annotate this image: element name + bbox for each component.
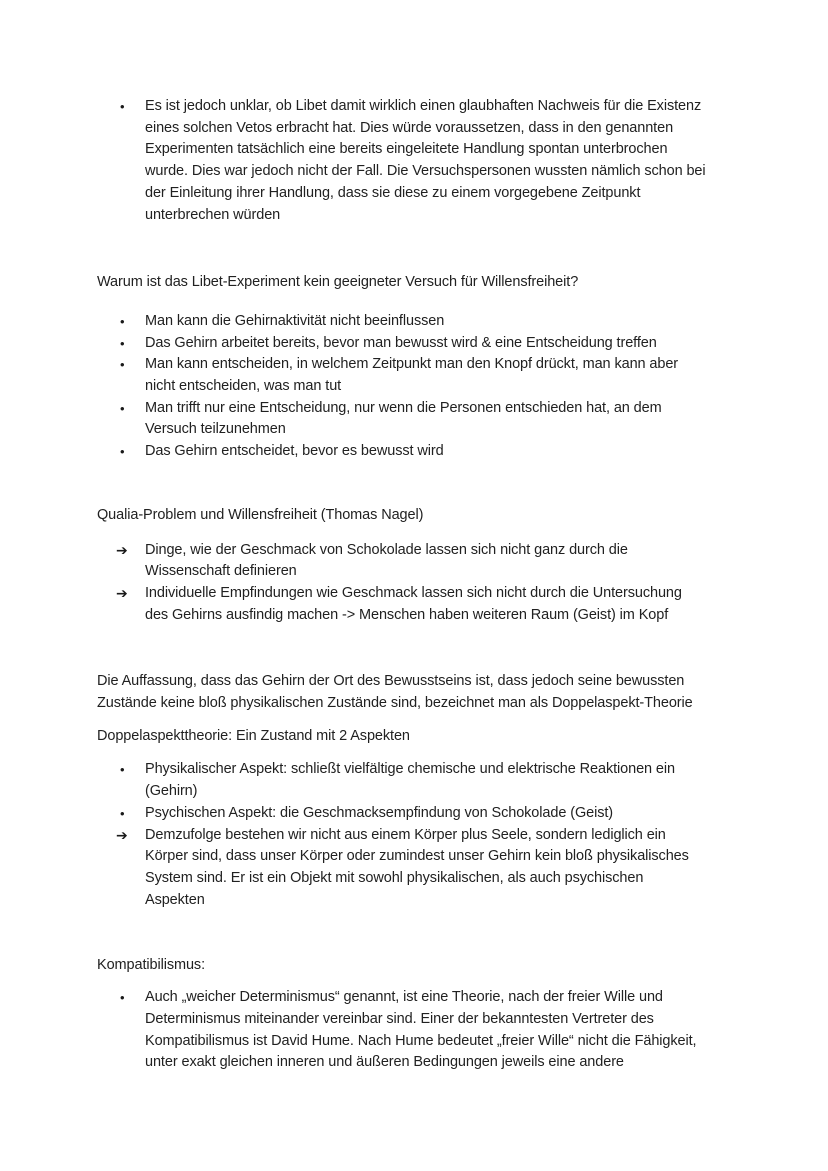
arrow-list-qualia	[97, 540, 736, 627]
bullet-list-libet-veto	[97, 96, 736, 226]
arrow-right-icon: ➔	[116, 541, 128, 558]
list-item	[97, 96, 736, 226]
list-item	[97, 583, 736, 626]
arrow-right-icon: ➔	[116, 584, 128, 601]
list-item-text: Man kann entscheiden, in welchem Zeitpunkt man den Knopf drückt, man kann aber nicht entscheiden, was man tut	[145, 356, 679, 395]
list-item-text: Auch „weicher Determinismus“ genannt, ist eine Theorie, nach der freier Wille und Determinismus miteinander vereinbar sind. Einer der bekanntesten Vertreter des Kompatibilismus ist David Hume. Nach Hume bedeutet „freier Wille“ nicht die Fähigkeit, unter exakt gleichen inneren und äußeren Bedingungen jeweils eine andere	[145, 989, 697, 1071]
list-item-text: Man trifft nur eine Entscheidung, nur wenn die Personen entschieden hat, an dem Versuch teilzunehmen	[145, 399, 662, 438]
list-item	[97, 441, 736, 463]
bullet-icon: •	[120, 313, 125, 329]
list-item-text: Individuelle Empfindungen wie Geschmack lassen sich nicht durch die Untersuchung des Gehirns ausfindig machen -> Menschen haben weiteren Raum (Geist) im Kopf	[145, 584, 682, 623]
bullet-icon: •	[120, 444, 125, 460]
list-item-text: Das Gehirn arbeitet bereits, bevor man bewusst wird & eine Entscheidung treffen	[145, 334, 657, 351]
bullet-icon: •	[120, 762, 125, 778]
list-item-text: Demzufolge bestehen wir nicht aus einem Körper plus Seele, sondern lediglich ein Körper sind, dass unser Körper oder zumindest unser Gehirn kein bloß physikalisches System sind. Er ist ein Objekt mit sowohl physikalischen, als auch psychischen Aspekten	[145, 826, 689, 908]
heading-kompatibilismus: Kompatibilismus:	[97, 957, 205, 974]
list-item-text: Physikalischer Aspekt: schließt vielfältige chemische und elektrische Reaktionen ein (Gehirn)	[145, 761, 675, 800]
list-item	[97, 311, 736, 333]
list-item	[97, 803, 736, 825]
bullet-icon: •	[120, 335, 125, 351]
bullet-icon: •	[120, 990, 125, 1006]
bullet-icon: •	[120, 357, 125, 373]
bullet-icon: •	[120, 805, 125, 821]
list-item-text: Psychischen Aspekt: die Geschmacksempfindung von Schokolade (Geist)	[145, 804, 614, 821]
bullet-list-kompatibilismus	[97, 987, 736, 1074]
list-item-text: Das Gehirn entscheidet, bevor es bewusst wird	[145, 443, 444, 460]
heading-libet-question: Warum ist das Libet-Experiment kein geeigneter Versuch für Willensfreiheit?	[97, 274, 579, 291]
bullet-icon: •	[120, 400, 125, 416]
arrow-right-icon: ➔	[116, 826, 128, 843]
list-item	[97, 354, 736, 397]
list-item	[97, 759, 736, 802]
list-item	[97, 987, 736, 1074]
list-item	[97, 540, 736, 583]
heading-qualia-problem: Qualia-Problem und Willensfreiheit (Thomas Nagel)	[97, 506, 424, 523]
list-item-text: Dinge, wie der Geschmack von Schokolade lassen sich nicht ganz durch die Wissenschaft definieren	[145, 541, 628, 580]
list-item	[97, 333, 736, 355]
list-item-text: Es ist jedoch unklar, ob Libet damit wirklich einen glaubhaften Nachweis für die Existenz eines solchen Vetos erbracht hat. Dies würde voraussetzen, dass in den genannten Experimenten tatsächlich eine bereits eingeleitete Handlung spontan unterbrochen wurde. Dies war jedoch nicht der Fall. Die Versuchspersonen wussten nämlich schon bei der Einleitung ihrer Handlung, dass sie diese zu einem vorgegebene Zeitpunkt unterbrechen würden	[145, 98, 706, 223]
bullet-list-libet-reasons	[97, 311, 736, 463]
heading-doppelaspekttheorie: Doppelaspekttheorie: Ein Zustand mit 2 Aspekten	[97, 727, 410, 744]
list-item	[97, 398, 736, 441]
list-item-text: Man kann die Gehirnaktivität nicht beeinflussen	[145, 312, 445, 329]
paragraph-doppelaspekt-definition: Die Auffassung, dass das Gehirn der Ort des Bewusstseins ist, dass jedoch seine bewussten Zustände keine bloß physikalischen Zustände sind, bezeichnet man als Doppelaspekt-Theorie	[97, 673, 693, 712]
bullet-icon: •	[120, 99, 125, 114]
list-item	[97, 825, 736, 912]
mixed-list-aspekte	[97, 759, 736, 911]
